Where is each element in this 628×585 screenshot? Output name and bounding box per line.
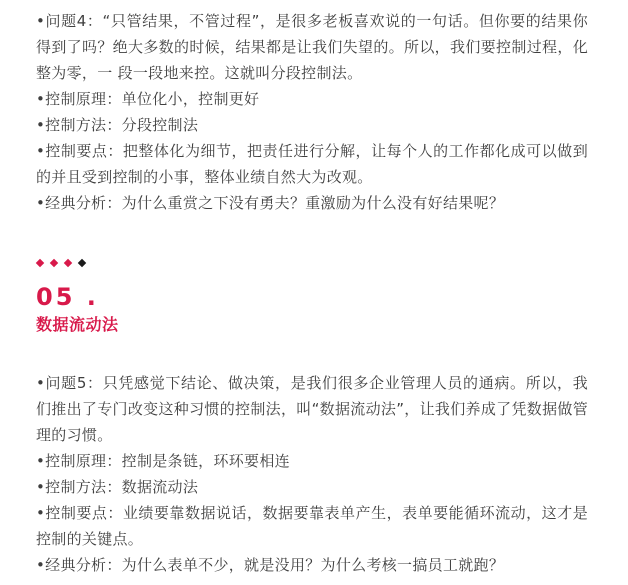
- section-number: 05 .: [36, 283, 99, 311]
- question-4-paragraph: •问题4：“只管结果，不管过程”，是很多老板喜欢说的一句话。但你要的结果你得到了吗？绝大多数的时候，结果都是让我们失望的。所以，我们要控制过程，化整为零，一 段一段地来控。这就叫分段控制法。: [36, 12, 588, 82]
- control-method-5: •控制方法：数据流动法: [36, 478, 199, 496]
- control-method-4: •控制方法：分段控制法: [36, 116, 199, 134]
- spacer: [36, 336, 588, 370]
- article-body: [36, 8, 588, 578]
- section-title: 数据流动法: [36, 315, 119, 334]
- diamond-icon: [36, 259, 44, 267]
- diamond-icon: [78, 259, 86, 267]
- diamond-icon: [50, 259, 58, 267]
- classic-analysis-5: •经典分析：为什么表单不少，就是没用？为什么考核一搞员工就跑？: [36, 556, 505, 574]
- control-principle-4: •控制原理：单位化小，控制更好: [36, 90, 260, 108]
- spacer: [36, 216, 588, 256]
- control-points-4: •控制要点：把整体化为细节，把责任进行分解，让每个人的工作都化成可以做到的并且受到控制的小事，整体业绩自然大为改观。: [36, 142, 588, 186]
- classic-analysis-4: •经典分析：为什么重赏之下没有勇夫？重激励为什么没有好结果呢？: [36, 194, 505, 212]
- decorative-diamonds: [37, 256, 588, 270]
- question-5-paragraph: •问题5：只凭感觉下结论、做决策，是我们很多企业管理人员的通病。所以，我们推出了专门改变这种习惯的控制法，叫“数据流动法”，让我们养成了凭数据做管理的习惯。: [36, 374, 588, 444]
- diamond-icon: [64, 259, 72, 267]
- control-principle-5: •控制原理：控制是条链，环环要相连: [36, 452, 290, 470]
- control-points-5: •控制要点：业绩要靠数据说话，数据要靠表单产生，表单要能循环流动，这才是控制的关键点。: [36, 504, 588, 548]
